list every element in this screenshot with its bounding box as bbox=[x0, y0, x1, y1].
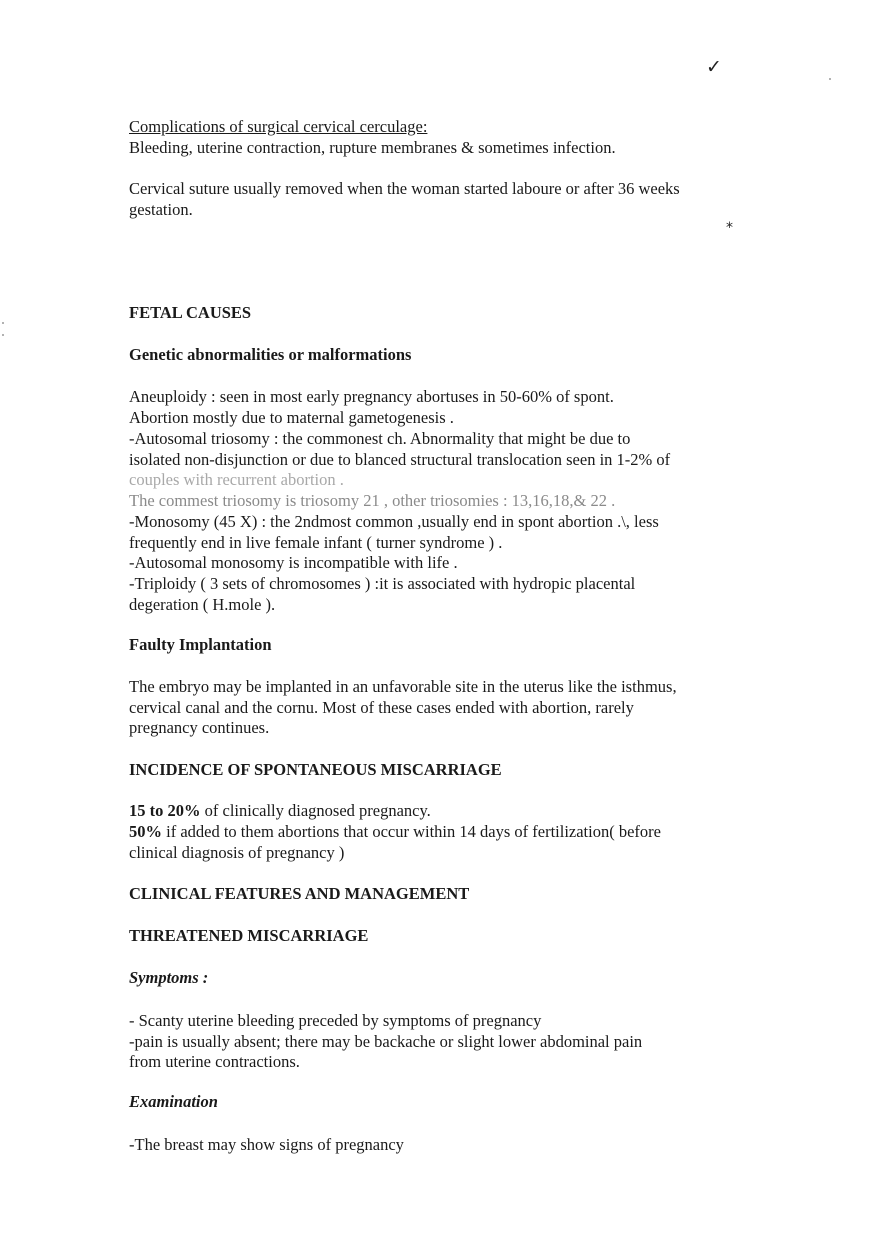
cerclage-complications-text: Bleeding, uterine contraction, rupture membranes & sometimes infection. bbox=[129, 138, 616, 157]
suture-removal-text: Cervical suture usually removed when the woman started laboure or after 36 weeks bbox=[129, 179, 680, 198]
genetic-text-line: -Triploidy ( 3 sets of chromosomes ) :it is associated with hydropic placental bbox=[129, 574, 636, 593]
asterisk-mark: * bbox=[726, 220, 733, 236]
scan-speck bbox=[2, 322, 4, 324]
genetic-text-line: couples with recurrent abortion . bbox=[129, 470, 344, 489]
subheading-faulty-implantation: Faulty Implantation bbox=[129, 635, 272, 654]
implantation-text-line: cervical canal and the cornu. Most of these cases ended with abortion, rarely bbox=[129, 698, 634, 717]
scan-speck bbox=[2, 334, 4, 336]
examination-text-line: -The breast may show signs of pregnancy bbox=[129, 1135, 404, 1154]
symptoms-text-line: -pain is usually absent; there may be backache or slight lower abdominal pain bbox=[129, 1032, 643, 1051]
genetic-text-line: -Autosomal monosomy is incompatible with life . bbox=[129, 553, 458, 572]
genetic-text-line: The commest triosomy is triosomy 21 , other triosomies : 13,16,18,& 22 . bbox=[129, 491, 616, 510]
incidence-line bbox=[129, 800, 431, 821]
genetic-text-line: frequently end in live female infant ( turner syndrome ) . bbox=[129, 533, 503, 552]
genetic-text-line: isolated non-disjunction or due to blanced structural translocation seen in 1-2% of bbox=[129, 450, 671, 469]
genetic-text-line: degeration ( H.mole ). bbox=[129, 595, 276, 614]
incidence-percent: 15 to 20% bbox=[129, 801, 201, 820]
subheading-symptoms: Symptoms : bbox=[129, 968, 209, 987]
suture-removal-text: gestation. bbox=[129, 200, 193, 219]
incidence-line bbox=[129, 821, 661, 842]
checkmark-icon: ✓ bbox=[706, 56, 722, 78]
incidence-percent: 50% bbox=[129, 822, 162, 841]
section-heading-incidence: INCIDENCE OF SPONTANEOUS MISCARRIAGE bbox=[129, 760, 502, 779]
incidence-text: of clinically diagnosed pregnancy. bbox=[200, 801, 431, 820]
implantation-text-line: The embryo may be implanted in an unfavorable site in the uterus like the isthmus, bbox=[129, 677, 677, 696]
section-heading-fetal-causes: FETAL CAUSES bbox=[129, 303, 252, 322]
genetic-text-line: Abortion mostly due to maternal gametogenesis . bbox=[129, 408, 454, 427]
incidence-text: if added to them abortions that occur within 14 days of fertilization( before bbox=[162, 822, 661, 841]
genetic-text-line: -Monosomy (45 X) : the 2ndmost common ,usually end in spont abortion .\, less bbox=[129, 512, 659, 531]
incidence-line: clinical diagnosis of pregnancy ) bbox=[129, 843, 345, 862]
genetic-text-line: Aneuploidy : seen in most early pregnancy abortuses in 50-60% of spont. bbox=[129, 387, 614, 406]
implantation-text-line: pregnancy continues. bbox=[129, 718, 270, 737]
section-heading-clinical-features: CLINICAL FEATURES AND MANAGEMENT bbox=[129, 884, 470, 903]
symptoms-text-line: - Scanty uterine bleeding preceded by symptoms of pregnancy bbox=[129, 1011, 542, 1030]
scan-speck bbox=[829, 78, 831, 80]
subheading-examination: Examination bbox=[129, 1092, 218, 1111]
section-heading-threatened-miscarriage: THREATENED MISCARRIAGE bbox=[129, 926, 369, 945]
symptoms-text-line: from uterine contractions. bbox=[129, 1052, 300, 1071]
cerclage-heading: Complications of surgical cervical cerculage: bbox=[129, 117, 428, 136]
subheading-genetic: Genetic abnormalities or malformations bbox=[129, 345, 412, 364]
genetic-text-line: -Autosomal triosomy : the commonest ch. Abnormality that might be due to bbox=[129, 429, 631, 448]
